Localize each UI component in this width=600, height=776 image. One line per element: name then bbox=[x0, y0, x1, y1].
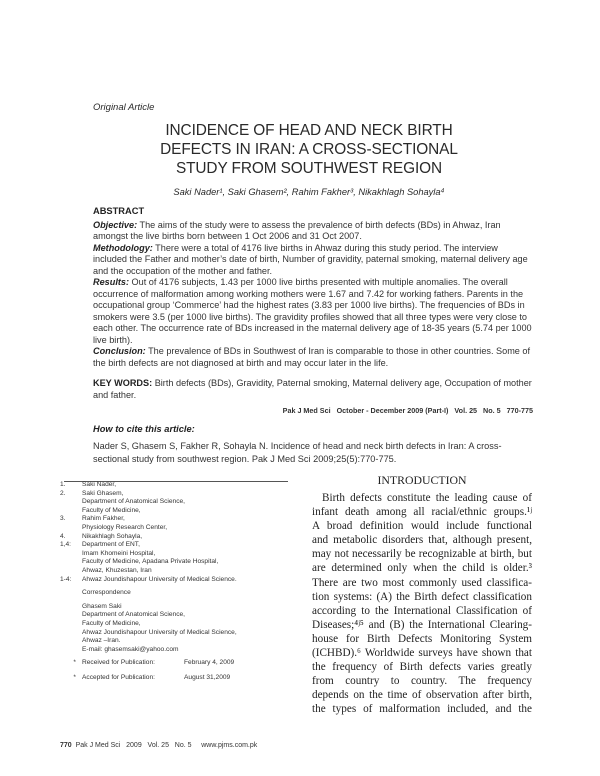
affiliation-text bbox=[82, 481, 295, 490]
how-to-cite-heading: How to cite this article: bbox=[93, 424, 195, 434]
correspondence-line: Ahwaz –Iran. bbox=[82, 637, 121, 645]
correspondence-line: Ahwaz Joundishapour University of Medical Science, bbox=[82, 628, 237, 636]
conclusion-label: Conclusion: bbox=[93, 346, 146, 356]
results-text: Out of 4176 subjects, 1.43 per 1000 live births presented with multiple anomalies. The overall occurrence of malformation among working mothers were 1.67 and 7.42 for working fathers. Parents in the occupational group ‘Commerce’ had the highest rates (3.83 per 1000 live births). The frequencies of BDs in smokers were 3.5 (per 1000 live births). The gravidity profiles showed that all three types were very close to each other. The occurrence rate of BDs increased in the maternal delivery age of 18-35 years (5.74 per 1000 live birth). bbox=[93, 277, 532, 345]
footnote-marker: * bbox=[73, 659, 76, 667]
how-to-cite-text: Nader S, Ghasem S, Fakher R, Sohayla N. Incidence of head and neck birth defects in Iran: A cross-sectional study from southwest region. Pak J Med Sci 2009;25(5):770-775. bbox=[93, 441, 502, 464]
affiliation-text bbox=[82, 515, 295, 532]
conclusion-text: The prevalence of BDs in Southwest of Iran is comparable to those in other countries. Some of the birth defects are not diagnosed at birth and may occur later in the life. bbox=[93, 346, 531, 368]
intro-line: the frequency of Birth defects varies greatly bbox=[312, 661, 532, 674]
intro-line: (ICHBD).⁶ Worldwide surveys have shown that bbox=[312, 647, 532, 660]
keywords bbox=[93, 377, 533, 401]
article-title bbox=[100, 121, 518, 178]
correspondence-block bbox=[60, 589, 295, 654]
accepted-date bbox=[60, 674, 295, 683]
objective-label: Objective: bbox=[93, 219, 138, 230]
affiliation-line: Faculty of Medicine, Apadana Private Hospital, bbox=[82, 558, 219, 566]
title-line-3: STUDY FROM SOUTHWEST REGION bbox=[175, 160, 443, 177]
results-label: Results: bbox=[93, 277, 130, 287]
indent bbox=[60, 589, 82, 654]
affiliation-text bbox=[82, 533, 295, 542]
affiliation-number: 3. bbox=[60, 515, 66, 523]
correspondence-text bbox=[82, 589, 295, 654]
affiliation-1-4-university bbox=[60, 576, 295, 585]
affiliation-2 bbox=[60, 490, 295, 516]
affiliation-line: Imam Khomeini Hospital, bbox=[82, 549, 156, 557]
footer-journal: Pak J Med Sci 2009 Vol. 25 No. 5 www.pjms.com.pk bbox=[71, 742, 258, 749]
intro-line: Birth defects constitute the leading cause of bbox=[322, 492, 532, 504]
affiliation-line: Department of ENT, bbox=[82, 541, 140, 549]
correspondence-email[interactable]: E-mail: ghasemsaki@yahoo.com bbox=[82, 645, 179, 653]
article-type-label: Original Article bbox=[93, 102, 155, 113]
intro-line: A broad definition would include functional bbox=[312, 520, 532, 533]
intro-line: according to the International Classification of bbox=[312, 604, 532, 617]
intro-line: depends on the time of observation after birth, bbox=[312, 689, 532, 702]
methodology-text: There were a total of 4176 live births in Ahwaz during this study period. The interview included the Father and mother’s date of birth, Number of gravidity, paternal smoking, maternal delivery age and the occupation of the mother and father. bbox=[93, 242, 528, 276]
affiliation-4 bbox=[60, 533, 295, 542]
affiliation-line: Saki Nader, bbox=[82, 481, 117, 488]
received-date bbox=[60, 659, 295, 668]
abstract-section bbox=[93, 206, 533, 369]
affiliation-number: 2. bbox=[60, 489, 66, 497]
affiliation-line: Nikakhlagh Sohayla, bbox=[82, 532, 143, 540]
methodology-label: Methodology: bbox=[93, 242, 153, 253]
intro-line: may not necessarily be recognizable at birth, but bbox=[312, 548, 532, 561]
intro-line: are determined only when the child is older.³ bbox=[312, 562, 532, 575]
abstract-objective bbox=[93, 220, 533, 243]
affiliation-number: 1-4: bbox=[60, 575, 72, 583]
intro-line: the types of malformation included, and the bbox=[312, 703, 532, 716]
affiliation-number: 1. bbox=[60, 481, 66, 488]
abstract-results bbox=[93, 277, 533, 346]
affiliation-text bbox=[82, 576, 295, 585]
page-footer bbox=[60, 742, 257, 749]
title-line-1: INCIDENCE OF HEAD AND NECK BIRTH bbox=[165, 122, 453, 139]
abstract-methodology bbox=[93, 243, 533, 278]
affiliation-line: Ahwaz, Khuzestan, Iran bbox=[82, 566, 152, 574]
affiliation-line: Physiology Research Center, bbox=[82, 523, 168, 531]
received-label: Received for Publication: bbox=[82, 659, 155, 667]
affiliations-block bbox=[60, 481, 295, 682]
page-number: 770 bbox=[60, 742, 72, 749]
abstract-conclusion bbox=[93, 346, 533, 369]
introduction-heading: INTRODUCTION bbox=[377, 473, 467, 487]
keywords-label: KEY WORDS: bbox=[93, 378, 153, 388]
affiliation-line: Department of Anatomical Science, bbox=[82, 498, 185, 506]
intro-line: infant death among all racial/ethnic groups.¹ʲ bbox=[312, 506, 532, 519]
correspondence-line: Department of Anatomical Science, bbox=[82, 611, 185, 619]
intro-line: tion systems: (A) the Birth defect classification bbox=[312, 590, 532, 603]
affiliation-3 bbox=[60, 515, 295, 532]
introduction-body bbox=[312, 491, 532, 717]
intro-line: house for Birth Defects Monitoring System bbox=[312, 632, 532, 645]
affiliation-text bbox=[82, 541, 295, 575]
affiliation-line: Saki Ghasem, bbox=[82, 489, 124, 497]
intro-line: Diseases;⁴ʲ⁵ and (B) the International Clearing- bbox=[312, 618, 532, 631]
affiliation-1 bbox=[60, 481, 295, 490]
affiliation-number: 4. bbox=[60, 532, 66, 540]
affiliation-line: Faculty of Medicine, bbox=[82, 506, 141, 514]
intro-line: There are two most commonly used classifica- bbox=[312, 576, 532, 589]
affiliation-1-4-ent bbox=[60, 541, 295, 575]
footnote-marker: * bbox=[73, 673, 76, 681]
affiliation-text bbox=[82, 490, 295, 516]
intro-line: from country to country. The frequency bbox=[312, 675, 532, 688]
objective-text: The aims of the study were to assess the prevalence of birth defects (BDs) in Ahwaz, Iran amongst the live births born between 1 Oct 2006 and 31 Oct 2007. bbox=[93, 219, 501, 241]
author-list: Saki Nader¹, Saki Ghasem², Rahim Fakher³, Nikakhlagh Sohayla⁴ bbox=[173, 187, 445, 197]
correspondence-name: Ghasem Saki bbox=[82, 602, 122, 610]
accepted-label: Accepted for Publication: bbox=[82, 673, 155, 681]
affiliation-line: Rahim Fakher, bbox=[82, 515, 125, 523]
affiliation-number: 1,4: bbox=[60, 541, 71, 549]
journal-citation: Pak J Med Sci October - December 2009 (Part-I) Vol. 25 No. 5 770-775 bbox=[282, 406, 533, 415]
affiliation-line: Ahwaz Joundishapour University of Medical Science. bbox=[82, 575, 237, 583]
abstract-heading: ABSTRACT bbox=[93, 206, 145, 216]
title-line-2: DEFECTS IN IRAN: A CROSS-SECTIONAL bbox=[160, 141, 458, 158]
keywords-text: Birth defects (BDs), Gravidity, Paternal smoking, Maternal delivery age, Occupation of mother and father. bbox=[93, 378, 532, 400]
intro-line: and metabolic disorders that, although present, bbox=[312, 534, 532, 547]
received-value: February 4, 2009 bbox=[184, 659, 235, 667]
accepted-value: August 31,2009 bbox=[184, 673, 231, 681]
correspondence-label: Correspondence bbox=[82, 589, 131, 597]
correspondence-line: Faculty of Medicine, bbox=[82, 619, 141, 627]
